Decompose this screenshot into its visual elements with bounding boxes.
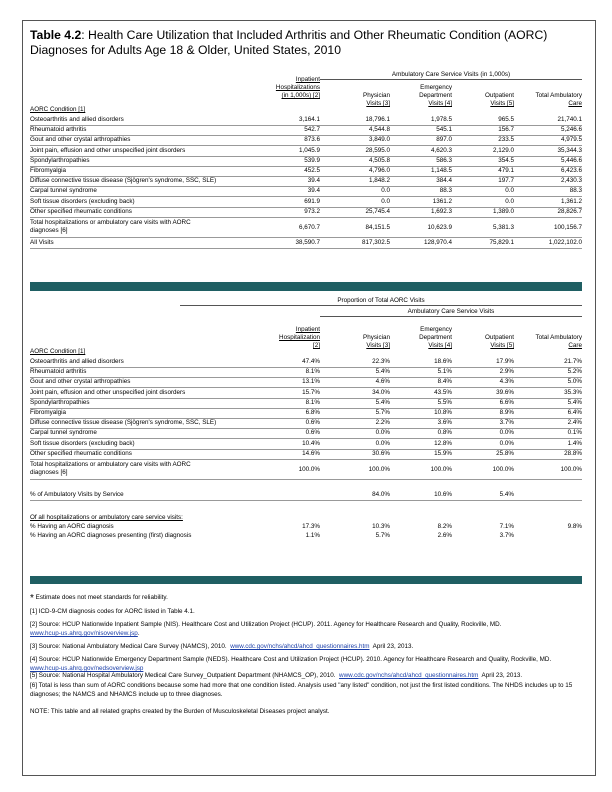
- note-text: [4] Source: HCUP Nationwide Emergency Department Sample (NEDS). Healthcare Cost and Utilization Project (HCUP). 2010. Agency for Healthcare Research and Quality, Rockville, MD.: [30, 656, 552, 663]
- table-cell: 88.3: [439, 187, 452, 195]
- table-cell: 0.0%: [499, 429, 514, 437]
- table-cell: 1361.2: [432, 197, 452, 205]
- table-cell: 34.0%: [372, 388, 390, 396]
- table-row: [30, 126, 582, 136]
- emergency-column-header: [419, 84, 452, 108]
- row-label: Joint pain, effusion and other unspecified joint disorders: [30, 146, 186, 154]
- row-label: Spondylarthropathies: [30, 156, 90, 164]
- all-visits-row: [30, 239, 582, 249]
- table-cell: 15.9%: [434, 449, 452, 457]
- table-cell: 1,148.5: [430, 167, 452, 174]
- table-cell: 897.0: [436, 136, 452, 144]
- table-row: [30, 167, 582, 177]
- table-cell: 6.6%: [499, 398, 514, 406]
- table-cell: 545.1: [436, 126, 452, 134]
- row-label: Soft tissue disorders (excluding back): [30, 197, 135, 205]
- table-row: [30, 440, 582, 450]
- ambulatory-group-header-2: Ambulatory Care Service Visits: [320, 308, 582, 317]
- table-cell: 1.4%: [567, 439, 582, 447]
- table-cell: 39.4: [307, 187, 320, 195]
- table-row: [30, 399, 582, 409]
- footnote-estimate: [30, 593, 585, 603]
- row-label: Fibromyalgia: [30, 409, 67, 416]
- table-cell: 5,381.3: [492, 224, 514, 231]
- namcs-link[interactable]: www.cdc.gov/nchs/ahcd/ahcd_questionnaires.htm: [230, 643, 370, 650]
- header-line: Visits [3]: [366, 100, 390, 107]
- footnote-1: [1] ICD-9-CM diagnosis codes for AORC listed in Table 4.1.: [30, 608, 195, 615]
- of-all-heading: [30, 514, 582, 523]
- nis-overview-link[interactable]: www.hcup-us.ahrq.gov/nisoverview.jsp: [30, 630, 138, 637]
- table-cell: 4.3%: [499, 378, 514, 386]
- table-cell: 6.8%: [305, 409, 320, 416]
- total-column-header: [535, 92, 582, 108]
- table-cell: 8.9%: [499, 409, 514, 416]
- table-cell: 5.1%: [437, 368, 452, 376]
- header-line: Care: [568, 100, 582, 107]
- note-text: April 23, 2013.: [481, 672, 523, 679]
- section-divider-band-2: [30, 576, 582, 584]
- table-cell: 5.2%: [567, 368, 582, 376]
- table-cell: 1,361.2: [560, 197, 582, 205]
- table-cell: 4,620.3: [430, 146, 452, 154]
- table-cell: 14.6%: [302, 449, 320, 457]
- footnote-3: [30, 642, 585, 651]
- row-label: Other specified rheumatic conditions: [30, 207, 132, 215]
- note-text: Estimate does not meet standards for reliability.: [35, 594, 168, 601]
- table-cell: 197.7: [498, 177, 514, 185]
- header-line: Visits [4]: [428, 100, 452, 107]
- section-divider-band: [30, 282, 582, 291]
- table-cell: 6,670.7: [298, 224, 320, 231]
- footnote-final: NOTE: This table and all related graphs created by the Burden of Musculoskeletal Diseases project analyst.: [30, 708, 330, 715]
- table-cell: 452.5: [304, 167, 320, 174]
- table-cell: 39.6%: [496, 388, 514, 396]
- header-line: Hospitalization: [279, 334, 320, 341]
- table-row: [30, 187, 582, 197]
- table-cell: 0.0: [381, 187, 390, 195]
- neds-overview-link[interactable]: www.hcup-us.ahrq.gov/nedsoverview.jsp: [30, 665, 144, 672]
- table-cell: 6.4%: [567, 409, 582, 416]
- table-cell: 156.7: [498, 126, 514, 134]
- utilization-table: [30, 66, 582, 276]
- header-line: Hospitalizations: [275, 84, 320, 91]
- table-cell: 8.1%: [305, 398, 320, 406]
- row-label: Gout and other crystal arthropathies: [30, 378, 131, 386]
- table-cell: 0.0: [381, 197, 390, 205]
- outpatient-column-header-2: [485, 334, 514, 350]
- proportion-top-header: Proportion of Total AORC Visits: [337, 297, 425, 304]
- total-row: [30, 461, 582, 480]
- table-cell: 8.2%: [437, 523, 452, 530]
- table-cell: 5,246.6: [560, 126, 582, 134]
- row-header-condition: AORC Condition [1]: [30, 106, 86, 113]
- row-header-condition-2: AORC Condition [1]: [30, 348, 86, 355]
- row-label: Spondylarthropathies: [30, 398, 90, 406]
- having-aorc-row: [30, 523, 582, 532]
- row-label: Osteoarthritis and allied disorders: [30, 116, 124, 123]
- physician-column-header-2: [363, 334, 390, 350]
- physician-column-header: [363, 92, 390, 108]
- table-cell: 1,978.5: [430, 116, 452, 123]
- table-number: Table 4.2: [30, 28, 82, 42]
- table-cell: 25.8%: [496, 449, 514, 457]
- table-cell: 0.0: [505, 187, 514, 195]
- table-cell: 1,045.9: [298, 146, 320, 154]
- table-cell: 3.7%: [499, 419, 514, 427]
- table-cell: 5.0%: [567, 378, 582, 386]
- table-cell: 2,129.0: [492, 146, 514, 154]
- table-cell: 5.4%: [375, 368, 390, 376]
- table-cell: 13.1%: [302, 378, 320, 386]
- row-label: % Having an AORC diagnoses presenting (first) diagnosis: [30, 532, 192, 539]
- header-line: Visits [4]: [428, 342, 452, 349]
- table-cell: 38,590.7: [295, 239, 320, 246]
- table-cell: 84,151.5: [365, 224, 390, 231]
- table-row: [30, 368, 582, 378]
- table-cell: 965.5: [498, 116, 514, 123]
- table-cell: 10.6%: [434, 491, 452, 498]
- table-cell: 18,796.1: [365, 116, 390, 123]
- header-line: [2]: [312, 342, 320, 349]
- table-cell: 25,745.4: [365, 207, 390, 215]
- table-cell: 4,979.5: [560, 136, 582, 144]
- table-cell: 873.6: [304, 136, 320, 144]
- first-diagnosis-row: [30, 532, 582, 541]
- table-cell: 7.1%: [499, 523, 514, 530]
- pct-service-row: [30, 491, 582, 501]
- table-cell: 35,344.3: [557, 146, 582, 154]
- table-cell: 28.8%: [564, 449, 582, 457]
- table-cell: 128,970.4: [423, 239, 452, 246]
- proportion-table: [30, 295, 582, 575]
- table-cell: 28,595.0: [365, 146, 390, 154]
- table-row: [30, 378, 582, 388]
- table-cell: 973.2: [304, 207, 320, 215]
- header-line: Outpatient: [484, 334, 514, 341]
- header-line: Department: [419, 334, 452, 341]
- table-cell: 10,623.9: [427, 224, 452, 231]
- row-label-line: diagnoses [6]: [30, 469, 68, 476]
- row-label: All Visits: [30, 239, 54, 246]
- table-cell: 1,389.0: [492, 207, 514, 215]
- table-cell: 1,022,102.0: [548, 239, 582, 246]
- note-text: [3] Source: National Ambulatory Medical Care Survey (NAMCS), 2010.: [30, 643, 227, 650]
- table-cell: 0.6%: [305, 429, 320, 437]
- table-cell: 21,740.1: [557, 116, 582, 123]
- table-cell: 0.6%: [305, 419, 320, 427]
- table-cell: 100.0%: [430, 466, 452, 473]
- table-cell: 5.4%: [499, 491, 514, 498]
- row-label: Of all hospitalizations or ambulatory care service visits:: [30, 514, 183, 521]
- header-line: Total Ambulatory: [535, 92, 582, 99]
- header-line: Outpatient: [484, 92, 514, 99]
- table-cell: 233.5: [498, 136, 514, 144]
- table-cell: 2.6%: [437, 532, 452, 539]
- footnote-6: [6] Total is less than sum of AORC conditions because some had more that one condition listed. Analysis used "any listed" condition, not just the first listed conditions. The NHDS includes up to 15 diagnoses; the NAMCS and NHAMCS include up to three diagnoses.: [30, 682, 573, 698]
- table-cell: 10.3%: [372, 523, 390, 530]
- table-cell: 5.7%: [375, 532, 390, 539]
- asterisk: *: [30, 593, 34, 604]
- table-row: [30, 157, 582, 167]
- footnotes: [30, 593, 585, 716]
- table-cell: 691.9: [304, 197, 320, 205]
- table-cell: 22.3%: [372, 358, 390, 365]
- table-cell: 3,849.0: [368, 136, 390, 144]
- row-label: Fibromyalgia: [30, 167, 67, 174]
- table-cell: 88.3: [569, 187, 582, 195]
- table-cell: 100.0%: [492, 466, 514, 473]
- table-cell: 2.4%: [567, 419, 582, 427]
- header-line: (in 1,000s) [2]: [281, 92, 320, 99]
- table-row: [30, 429, 582, 439]
- table-row: [30, 147, 582, 157]
- row-label: Rheumatoid arthritis: [30, 126, 87, 134]
- header-line: Total Ambulatory: [535, 334, 582, 341]
- table-row: [30, 389, 582, 399]
- table-cell: 817,302.5: [361, 239, 390, 246]
- table-cell: 4.6%: [375, 378, 390, 386]
- inpatient-column-header-2: [279, 326, 320, 350]
- table-cell: 5.7%: [375, 409, 390, 416]
- table-cell: 384.4: [436, 177, 452, 185]
- table-cell: 84.0%: [372, 491, 390, 498]
- footnote-2: [30, 620, 585, 638]
- row-label: % Having an AORC diagnosis: [30, 523, 114, 530]
- header-line: Department: [419, 92, 452, 99]
- table-cell: 6,423.6: [560, 167, 582, 174]
- table-cell: 35.3%: [564, 388, 582, 396]
- header-line: Emergency: [420, 326, 452, 333]
- row-label-line: Total hospitalizations or ambulatory care visits with AORC: [30, 461, 191, 468]
- table-cell: 2.9%: [499, 368, 514, 376]
- table-cell: 8.1%: [305, 368, 320, 376]
- table-cell: 100,156.7: [553, 224, 582, 231]
- page-title: [30, 28, 590, 58]
- table-cell: 1,692.3: [430, 207, 452, 215]
- header-line: Care: [568, 342, 582, 349]
- table-cell: 5.4%: [375, 398, 390, 406]
- table-cell: 479.1: [498, 167, 514, 174]
- table-row: [30, 177, 582, 187]
- table-cell: 4,505.8: [368, 156, 390, 164]
- table-cell: 0.1%: [567, 429, 582, 437]
- header-line: Visits [3]: [366, 342, 390, 349]
- table-cell: 5,446.6: [560, 156, 582, 164]
- table-cell: 3,164.1: [298, 116, 320, 123]
- row-label: Diffuse connective tissue disease (Sjögren's syndrome, SSC, SLE): [30, 419, 217, 427]
- table-cell: 8.4%: [437, 378, 452, 386]
- table-cell: 47.4%: [302, 358, 320, 365]
- table-cell: 100.0%: [368, 466, 390, 473]
- row-label: Carpal tunnel syndrome: [30, 187, 97, 195]
- header-line: Visits [5]: [490, 342, 514, 349]
- row-label: Carpal tunnel syndrome: [30, 429, 97, 437]
- row-label-line: diagnoses [6]: [30, 227, 68, 234]
- total-row: [30, 219, 582, 238]
- header-line: Visits [5]: [490, 100, 514, 107]
- table-row: [30, 198, 582, 208]
- outpatient-column-header: [485, 92, 514, 108]
- header-line: Physician: [363, 92, 390, 99]
- table-row: [30, 450, 582, 460]
- table-cell: 5.5%: [437, 398, 452, 406]
- note-text: [5] Source: National Hospital Ambulatory Medical Care Survey_Outpatient Department (NHAMCS_OP), 2010.: [30, 672, 336, 679]
- inpatient-column-header: [276, 76, 320, 100]
- footnote-5: [30, 671, 585, 680]
- row-label: [30, 219, 258, 235]
- table-cell: 586.3: [436, 156, 452, 164]
- header-line: Physician: [363, 334, 390, 341]
- table-cell: 2.2%: [375, 419, 390, 427]
- table-row: [30, 358, 582, 368]
- table-cell: 39.4: [307, 177, 320, 185]
- table-cell: 3.6%: [437, 419, 452, 427]
- row-label: Joint pain, effusion and other unspecified joint disorders: [30, 388, 186, 396]
- table-cell: 4,544.8: [368, 126, 390, 134]
- table-cell: 0.0%: [499, 439, 514, 447]
- table-title-text: : Health Care Utilization that Included Arthritis and Other Rheumatic Condition (AORC) Diagnoses for Adults Age 18 & Older, United States, 2010: [30, 28, 548, 57]
- row-label: Diffuse connective tissue disease (Sjögren's syndrome, SSC, SLE): [30, 177, 217, 185]
- note-text: [2] Source: HCUP Nationwide Inpatient Sample (NIS). Healthcare Cost and Utilization Project (HCUP). 2011. Agency for Healthcare Research and Quality, Rockville, MD.: [30, 621, 502, 628]
- table-cell: 10.4%: [302, 439, 320, 447]
- table-cell: 15.7%: [302, 388, 320, 396]
- note-text: .: [137, 630, 140, 637]
- table-row: [30, 208, 582, 218]
- table-cell: 75,829.1: [489, 239, 514, 246]
- table-row: [30, 409, 582, 419]
- table-cell: 0.0%: [375, 429, 390, 437]
- total-column-header-2: [535, 334, 582, 350]
- table-cell: 43.5%: [434, 388, 452, 396]
- table-cell: 100.0%: [298, 466, 320, 473]
- table-row: [30, 419, 582, 429]
- table-cell: 30.6%: [372, 449, 390, 457]
- table-cell: 0.8%: [437, 429, 452, 437]
- table-row: [30, 136, 582, 146]
- table-row: [30, 116, 582, 126]
- header-line: Emergency: [420, 84, 452, 91]
- ambulatory-group-header: Ambulatory Care Service Visits (in 1,000s): [320, 71, 582, 80]
- table-cell: 28,826.7: [557, 207, 582, 215]
- table-cell: 2,430.3: [560, 177, 582, 185]
- row-label: Gout and other crystal arthropathies: [30, 136, 131, 144]
- note-text: April 23, 2013.: [372, 643, 414, 650]
- table-cell: 5.4%: [567, 398, 582, 406]
- row-label: Rheumatoid arthritis: [30, 368, 87, 376]
- table-cell: 9.8%: [567, 523, 582, 530]
- table-cell: 0.0%: [375, 439, 390, 447]
- table-cell: 17.9%: [496, 358, 514, 365]
- row-label: Soft tissue disorders (excluding back): [30, 439, 135, 447]
- table-cell: 17.3%: [302, 523, 320, 530]
- row-label: Other specified rheumatic conditions: [30, 449, 132, 457]
- table-cell: 18.6%: [434, 358, 452, 365]
- table-cell: 0.0: [505, 197, 514, 205]
- table-cell: 4,796.0: [368, 167, 390, 174]
- table-cell: 1,848.2: [368, 177, 390, 185]
- header-line: Inpatient: [295, 76, 320, 83]
- table-cell: 542.7: [304, 126, 320, 134]
- table-cell: 100.0%: [560, 466, 582, 473]
- row-label: Osteoarthritis and allied disorders: [30, 358, 124, 365]
- table-cell: 1.1%: [305, 532, 320, 539]
- table-cell: 12.8%: [434, 439, 452, 447]
- row-label: [30, 461, 258, 477]
- table-cell: 3.7%: [499, 532, 514, 539]
- emergency-column-header-2: [419, 326, 452, 350]
- table-cell: 539.9: [304, 156, 320, 164]
- table-cell: 21.7%: [564, 358, 582, 365]
- header-line: Inpatient: [295, 326, 320, 333]
- table-cell: 354.5: [498, 156, 514, 164]
- nhamcs-link[interactable]: www.cdc.gov/nchs/ahcd/ahcd_questionnaires.htm: [339, 672, 479, 679]
- row-label: % of Ambulatory Visits by Service: [30, 491, 124, 498]
- table-cell: 10.8%: [434, 409, 452, 416]
- row-label-line: Total hospitalizations or ambulatory care visits with AORC: [30, 219, 191, 226]
